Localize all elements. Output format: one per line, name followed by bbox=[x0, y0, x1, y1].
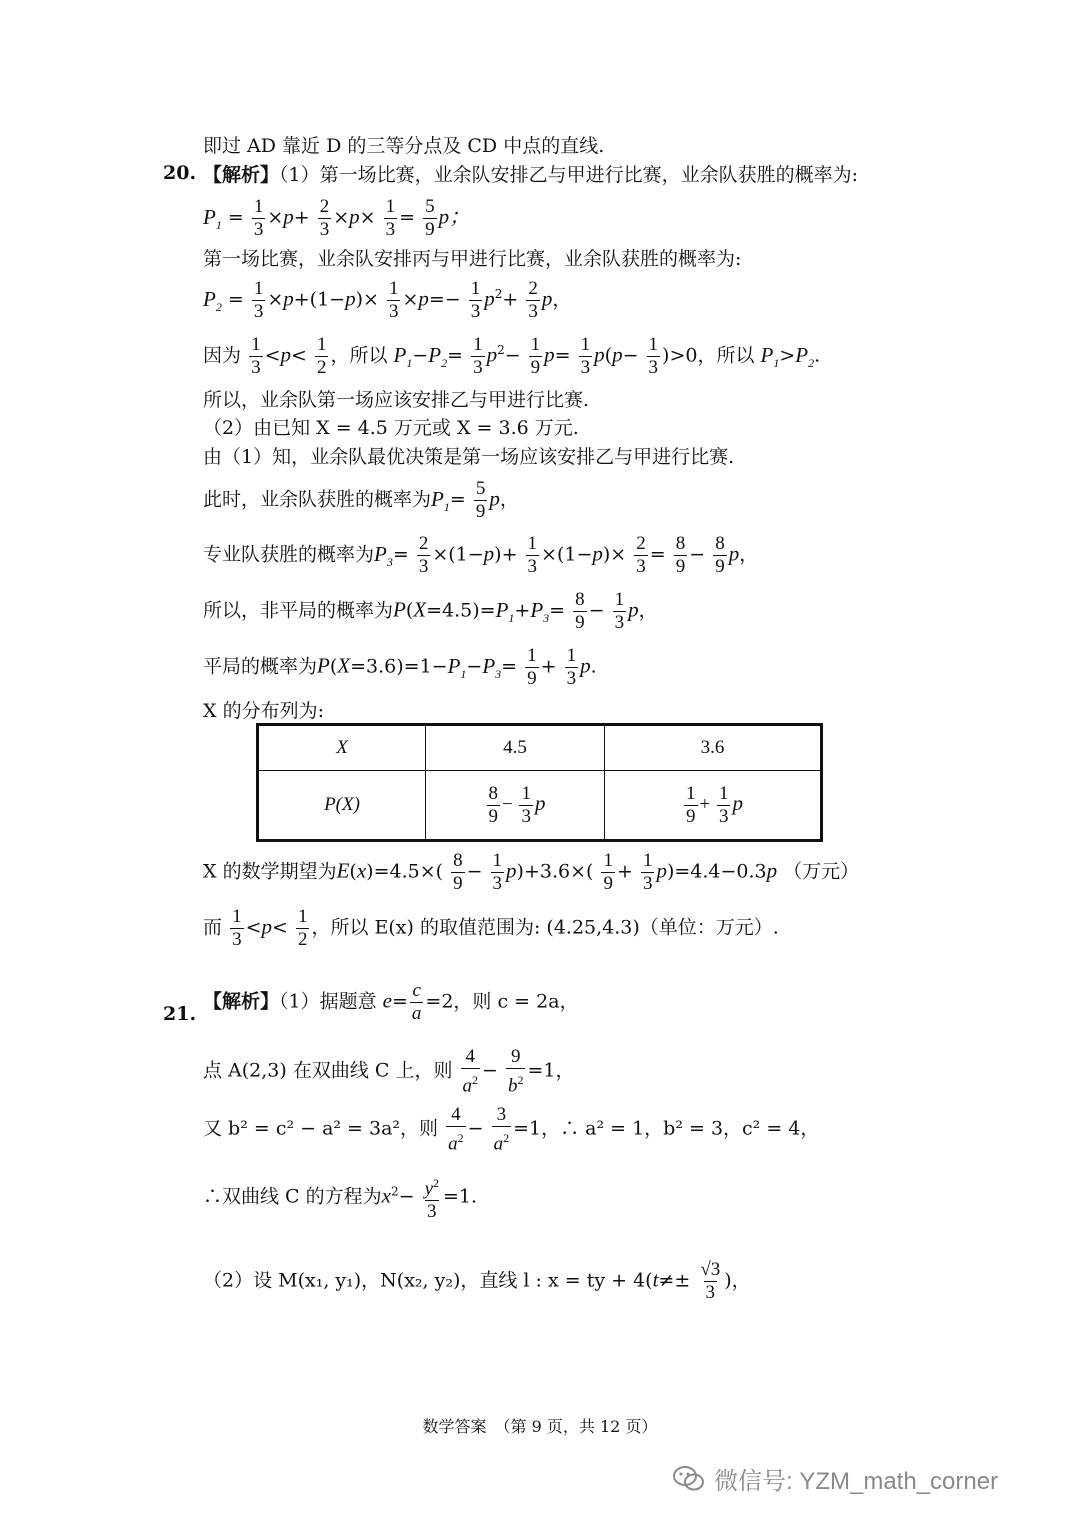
q20-from1: 由（1）知，业余队最优决策是第一场应该安排乙与甲进行比赛. bbox=[203, 446, 735, 468]
page-footer: 数学答案 （第 9 页，共 12 页） bbox=[422, 1417, 658, 1436]
q21-number: 21. bbox=[163, 1003, 197, 1025]
q20-range: 而 $\frac{1}{3}$ <p< $\frac{1}{2}$ ，所以 E(x) 的取值范围为: (4.25,4.3)（单位：万元）. bbox=[203, 906, 779, 950]
q20-number: 20. bbox=[163, 162, 197, 184]
q20-p2-formula: $P_2$ = $\frac{1}{3}$ ×p+(1−p)× $\frac{1}{3}$ ×p=− $\frac{1}{3}$ $p^2+$ $\frac{2}{3}$ p， bbox=[203, 278, 572, 322]
table-row bbox=[258, 771, 822, 841]
q21-intro-line: 【解析】（1）据题意 e= $\frac{c}{a}$ =2，则 c = 2a， bbox=[203, 980, 579, 1024]
distribution-table bbox=[256, 723, 823, 842]
table-row bbox=[258, 725, 822, 771]
watermark-text: 微信号: YZM_math_corner bbox=[714, 1468, 999, 1495]
q21-again: 又 b² = c² − a² = 3a²，则 $\frac{4}{a^2}$ − $\frac{3}{a^2}$ =1，∴ a² = 1，b² = 3，c² = 4， bbox=[203, 1104, 820, 1155]
q20-line-c: 第一场比赛，业余队安排丙与甲进行比赛，业余队获胜的概率为: bbox=[203, 248, 742, 270]
q20-p1-formula: $P_1$ = $\frac{1}{3}$ ×p+ $\frac{2}{3}$ ×p× $\frac{1}{3}$ = $\frac{5}{9}$ p； bbox=[203, 196, 471, 240]
q21-part2: （2）设 M(x₁, y₁)，N(x₂, y₂)，直线 l : x = ty + 4(t≠± $\frac{√3}{3}$ )， bbox=[203, 1259, 751, 1303]
q20-now: 此时，业余队获胜的概率为$P_1=$ $\frac{5}{9}$ p， bbox=[203, 478, 519, 522]
table-header-cell: 4.5 bbox=[426, 725, 605, 771]
q20-intro-line bbox=[203, 162, 858, 188]
table-header-cell: X bbox=[258, 725, 426, 771]
wechat-icon bbox=[672, 1465, 706, 1493]
q21-point: 点 A(2,3) 在双曲线 C 上，则 $\frac{4}{a^2}$ − $\frac{9}{b^2}$ =1， bbox=[203, 1046, 575, 1097]
table-header-cell: 3.6 bbox=[605, 725, 822, 771]
q20-intro: （1）第一场比赛，业余队安排乙与甲进行比赛，业余队获胜的概率为: bbox=[279, 164, 859, 186]
q20-expectation: X 的数学期望为E(x)=4.5×( $\frac{8}{9}$ − $\frac{1}{3}$ p)+3.6×( $\frac{1}{9}$ + $\frac{1}{3}$ p)=4.4−0.3p （万元） bbox=[203, 850, 860, 894]
q21-equation: ∴双曲线 C 的方程为$x^2-$ $\frac{y^2}{3}$ =1. bbox=[203, 1176, 478, 1223]
q20-part2: （2）由已知 X = 4.5 万元或 X = 3.6 万元. bbox=[203, 417, 579, 439]
top-line: 即过 AD 靠近 D 的三等分点及 CD 中点的直线. bbox=[203, 135, 605, 157]
q20-tag: 【解析】 bbox=[203, 164, 280, 186]
table-cell: $\frac{8}{9}$ − $\frac{1}{3}$ p bbox=[426, 771, 605, 841]
q20-dist-intro: X 的分布列为: bbox=[203, 700, 324, 722]
q20-conclusion1: 所以，业余队第一场应该安排乙与甲进行比赛. bbox=[203, 389, 590, 411]
table-row-label: P(X) bbox=[258, 771, 426, 841]
q20-nondraw: 所以，非平局的概率为$P(X=4.5)=P_1+P_3=$ $\frac{8}{9}$ − $\frac{1}{3}$ p， bbox=[203, 589, 658, 633]
q20-compare: 因为 $\frac{1}{3}$ <p< $\frac{1}{2}$ ，所以 $P_1-P_2=$ $\frac{1}{3}$ $p^2-$ $\frac{1}{9}$ p= $\frac{1}{3}$ p(p− $\frac{1}{3}$ )>0，所以 $P_1>P_2$. bbox=[203, 334, 821, 378]
table-cell: $\frac{1}{9}$ + $\frac{1}{3}$ p bbox=[605, 771, 822, 841]
q20-pro: 专业队获胜的概率为$P_3=$ $\frac{2}{3}$ ×(1−p)+ $\frac{1}{3}$ ×(1−p)× $\frac{2}{3}$ = $\frac{8}{9}$ − $\frac{8}{9}$ p， bbox=[203, 533, 759, 577]
q20-draw: 平局的概率为$P(X=3.6)=1-P_1-P_3=$ $\frac{1}{9}$ + $\frac{1}{3}$ p. bbox=[203, 645, 597, 689]
q21-tag: 【解析】 bbox=[203, 990, 280, 1013]
watermark bbox=[672, 1461, 998, 1496]
